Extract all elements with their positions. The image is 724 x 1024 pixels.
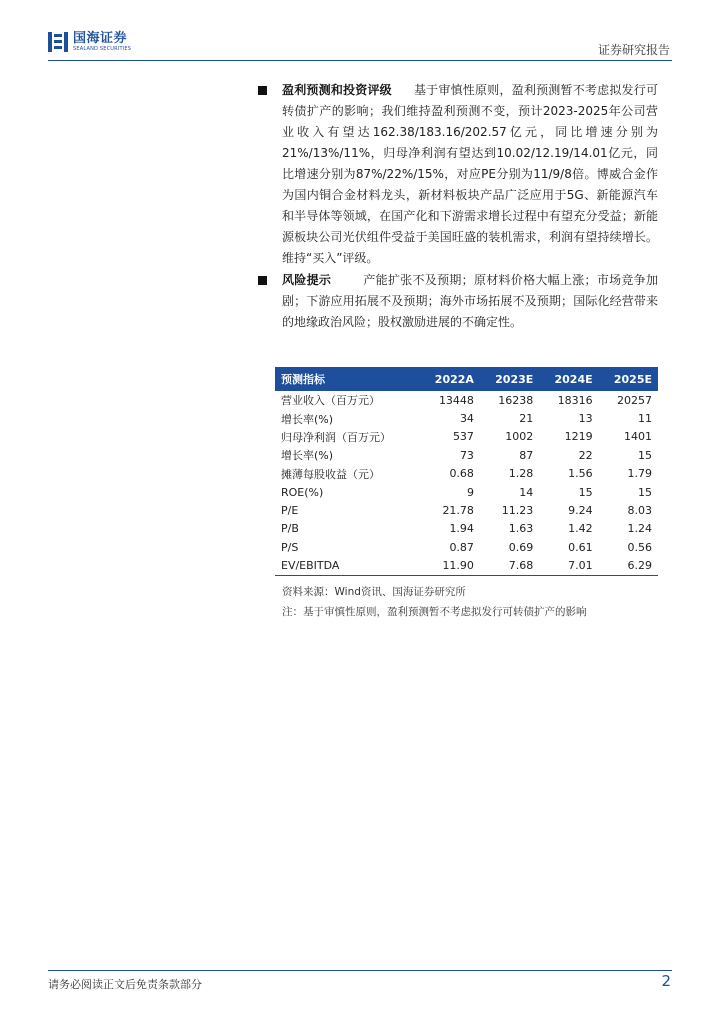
row-label: 增长率(%)	[281, 449, 334, 463]
row-label: ROE(%)	[281, 485, 324, 499]
table-cell: 7.68	[480, 557, 539, 576]
row-label: 增长率(%)	[281, 412, 334, 426]
table-row	[275, 520, 658, 538]
logo-mark-icon	[48, 32, 70, 52]
table-cell: 537	[452, 430, 474, 444]
table-cell: 1.79	[627, 467, 652, 481]
table-cell: 0.56	[627, 540, 652, 554]
report-type-label: 证券研究报告	[597, 43, 670, 57]
table-cell: 1219	[564, 430, 593, 444]
table-row	[275, 409, 658, 427]
row-label: EV/EBITDA	[275, 557, 419, 576]
table-header-cell: 2022A	[434, 372, 474, 386]
table-cell: 15	[638, 448, 652, 462]
table-cell: 0.87	[449, 540, 474, 554]
disclaimer-notice: 请务必阅读正文后免责条款部分	[48, 978, 202, 991]
row-label: 营业收入（百万元）	[281, 394, 380, 408]
table-cell: 21	[519, 412, 534, 426]
row-label: 摊薄每股收益（元）	[281, 467, 380, 481]
table-cell: 34	[459, 412, 474, 426]
table-source: 资料来源：Wind资讯、国海证券研究所	[282, 586, 466, 598]
table-cell: 9	[466, 485, 474, 499]
square-bullet-icon	[258, 86, 267, 95]
row-label: 归母净利润（百万元）	[281, 430, 391, 444]
table-cell: 18316	[557, 393, 593, 407]
table-cell: 1002	[505, 430, 534, 444]
table-cell: 0.68	[449, 467, 474, 481]
risk-paragraph	[282, 270, 658, 333]
table-cell: 20257	[617, 393, 652, 407]
table-cell: 11.23	[501, 504, 534, 518]
table-cell: 15	[638, 485, 652, 499]
table-header-cell: 2023E	[495, 372, 534, 386]
table-row	[275, 465, 658, 483]
table-row	[275, 538, 658, 556]
company-logo	[48, 32, 131, 52]
table-cell: 11	[638, 412, 652, 426]
table-cell: 6.29	[599, 557, 658, 576]
table-cell: 1.63	[508, 522, 534, 536]
table-cell: 1.94	[449, 522, 474, 536]
table-row	[275, 483, 658, 501]
row-label: P/B	[281, 522, 299, 536]
table-cell: 1401	[624, 430, 652, 444]
table-cell: 1.24	[627, 522, 652, 536]
table-cell: 7.01	[539, 557, 598, 576]
risk-title: 风险提示	[282, 273, 332, 287]
table-cell: 21.78	[442, 504, 474, 518]
table-row	[275, 446, 658, 464]
table-header-cell: 2024E	[554, 372, 593, 386]
table-row	[275, 428, 658, 446]
page-number: 2	[661, 972, 671, 990]
table-cell: 11.90	[419, 557, 480, 576]
table-cell: 0.69	[508, 540, 534, 554]
table-row	[275, 391, 658, 409]
header-divider	[48, 60, 672, 61]
table-cell: 0.61	[568, 540, 593, 554]
table-row	[275, 557, 658, 576]
table-note: 注：基于审慎性原则，盈利预测暂不考虑拟发行可转债扩产的影响	[282, 606, 587, 618]
table-cell: 1.42	[568, 522, 593, 536]
table-cell: 87	[519, 448, 534, 462]
forecast-paragraph	[282, 80, 658, 269]
table-cell: 22	[578, 448, 593, 462]
footer-divider	[48, 970, 672, 971]
risk-text: 产能扩张不及预期；原材料价格大幅上涨；市场竞争加剧；下游应用拓展不及预期；海外市场拓展不及预期；国际化经营带来的地缘政治风险；股权激励进展的不确定性。	[282, 273, 658, 329]
row-label: P/E	[281, 504, 299, 518]
table-cell: 8.03	[627, 504, 652, 518]
table-row	[275, 501, 658, 519]
table-cell: 1.56	[568, 467, 593, 481]
table-cell: 1.28	[508, 467, 534, 481]
table-cell: 9.24	[568, 504, 593, 518]
table-cell: 16238	[498, 393, 534, 407]
logo-name-en: SEALAND SECURITIES	[73, 46, 132, 52]
table-cell: 73	[459, 448, 474, 462]
square-bullet-icon	[258, 276, 267, 285]
table-cell: 14	[519, 485, 534, 499]
forecast-text: 基于审慎性原则，盈利预测暂不考虑拟发行可转债扩产的影响；我们维持盈利预测不变，预计2023-2025年公司营业收入有望达162.38/183.16/202.57亿元，同比增速分别为21%/13%/11%，归母净利润有望达到10.02/12.19/14.01亿元，同比增速分别为87%/22%/15%，对应PE分别为11/9/8倍。博威合金作为国内铜合金材料龙头，新材料板块产品广泛应用于5G、新能源汽车和半导体等领域，在国产化和下游需求增长过程中有望充分受益；新能源板块公司光伏组件受益于美国旺盛的装机需求，利润有望持续增长。维持“买入”评级。	[282, 83, 658, 265]
row-label: P/S	[281, 540, 299, 554]
forecast-table	[275, 367, 658, 576]
logo-name-cn: 国海证券	[73, 31, 128, 46]
table-cell: 15	[578, 485, 593, 499]
table-header-cell: 2025E	[613, 372, 652, 386]
table-header-cell: 预测指标	[281, 373, 325, 386]
forecast-title: 盈利预测和投资评级	[282, 83, 392, 97]
table-header-row	[275, 367, 658, 391]
table-cell: 13	[578, 412, 593, 426]
table-cell: 13448	[438, 393, 474, 407]
